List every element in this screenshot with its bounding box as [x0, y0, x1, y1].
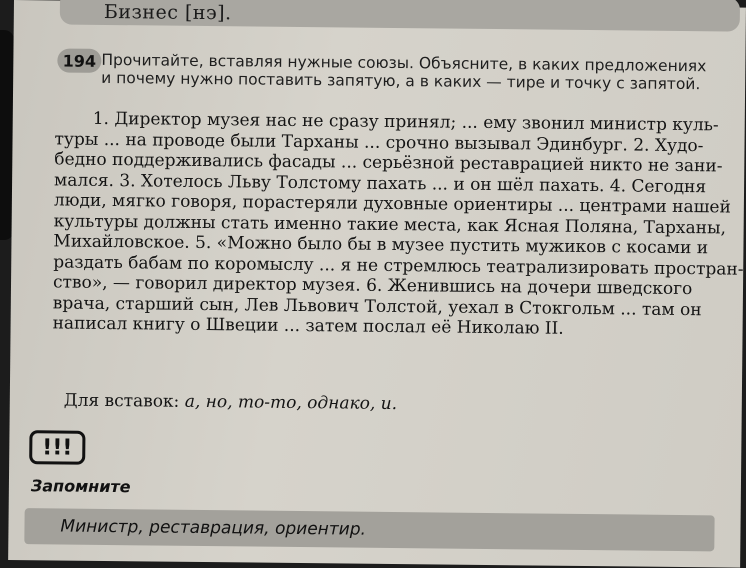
exercise-task [101, 51, 741, 94]
text-line: врача, старший сын, Лев Львович Толстой, уехал в Стокгольм ... там он [52, 292, 702, 320]
text-line: Михайловское. 5. «Можно было бы в музее пустить мужиков с косами и [53, 231, 709, 259]
text-line: написал книгу о Швеции ... затем послал её Николаю II. [52, 313, 564, 339]
task-line: Прочитайте, вставляя нужные союзы. Объясните, в каких предложениях [101, 50, 707, 76]
text-line: ство», — говорил директор музея. 6. Женившись на дочери шведского [52, 272, 693, 300]
text-line: туры ... на проводе были Тарханы ... срочно вызывал Эдинбург. 2. Худо- [54, 128, 704, 156]
text-line: раздать бабам по коромыслу ... я не стремлюсь театрализировать простран- [53, 251, 744, 280]
remember-title: Запомните [30, 476, 131, 497]
textbook-page [8, 0, 746, 568]
text-line: культуры должны стать именно такие места, как Ясная Поляна, Тарханы, [53, 210, 727, 238]
exercise-number: 194 [57, 48, 101, 72]
attention-icon: !!! [29, 430, 85, 465]
remember-words: Министр, реставрация, ориентир. [60, 516, 367, 540]
inserts-words: а, но, то-то, однако, и. [184, 391, 398, 415]
text-line: 1. Директор музея нас не сразу принял; ... ему звонил министр куль- [92, 108, 719, 136]
exercise-text [31, 108, 744, 341]
text-line: мался. 3. Хотелось Льву Толстому пахать ... и он шёл пахать. 4. Сегодня [54, 169, 707, 197]
text-line: люди, мягко говоря, порастеряли духовные ориентиры ... центрами нашей [53, 190, 731, 218]
task-line: и почему нужно поставить запятую, а в каких — тире и точку с запятой. [101, 68, 701, 94]
header-word: Бизнес [нэ]. [103, 0, 232, 25]
text-line: бедно поддерживались фасады ... серьёзной реставрацией никто не зани- [54, 149, 723, 177]
inserts-line [64, 391, 397, 414]
inserts-label: Для вставок: [63, 390, 180, 412]
